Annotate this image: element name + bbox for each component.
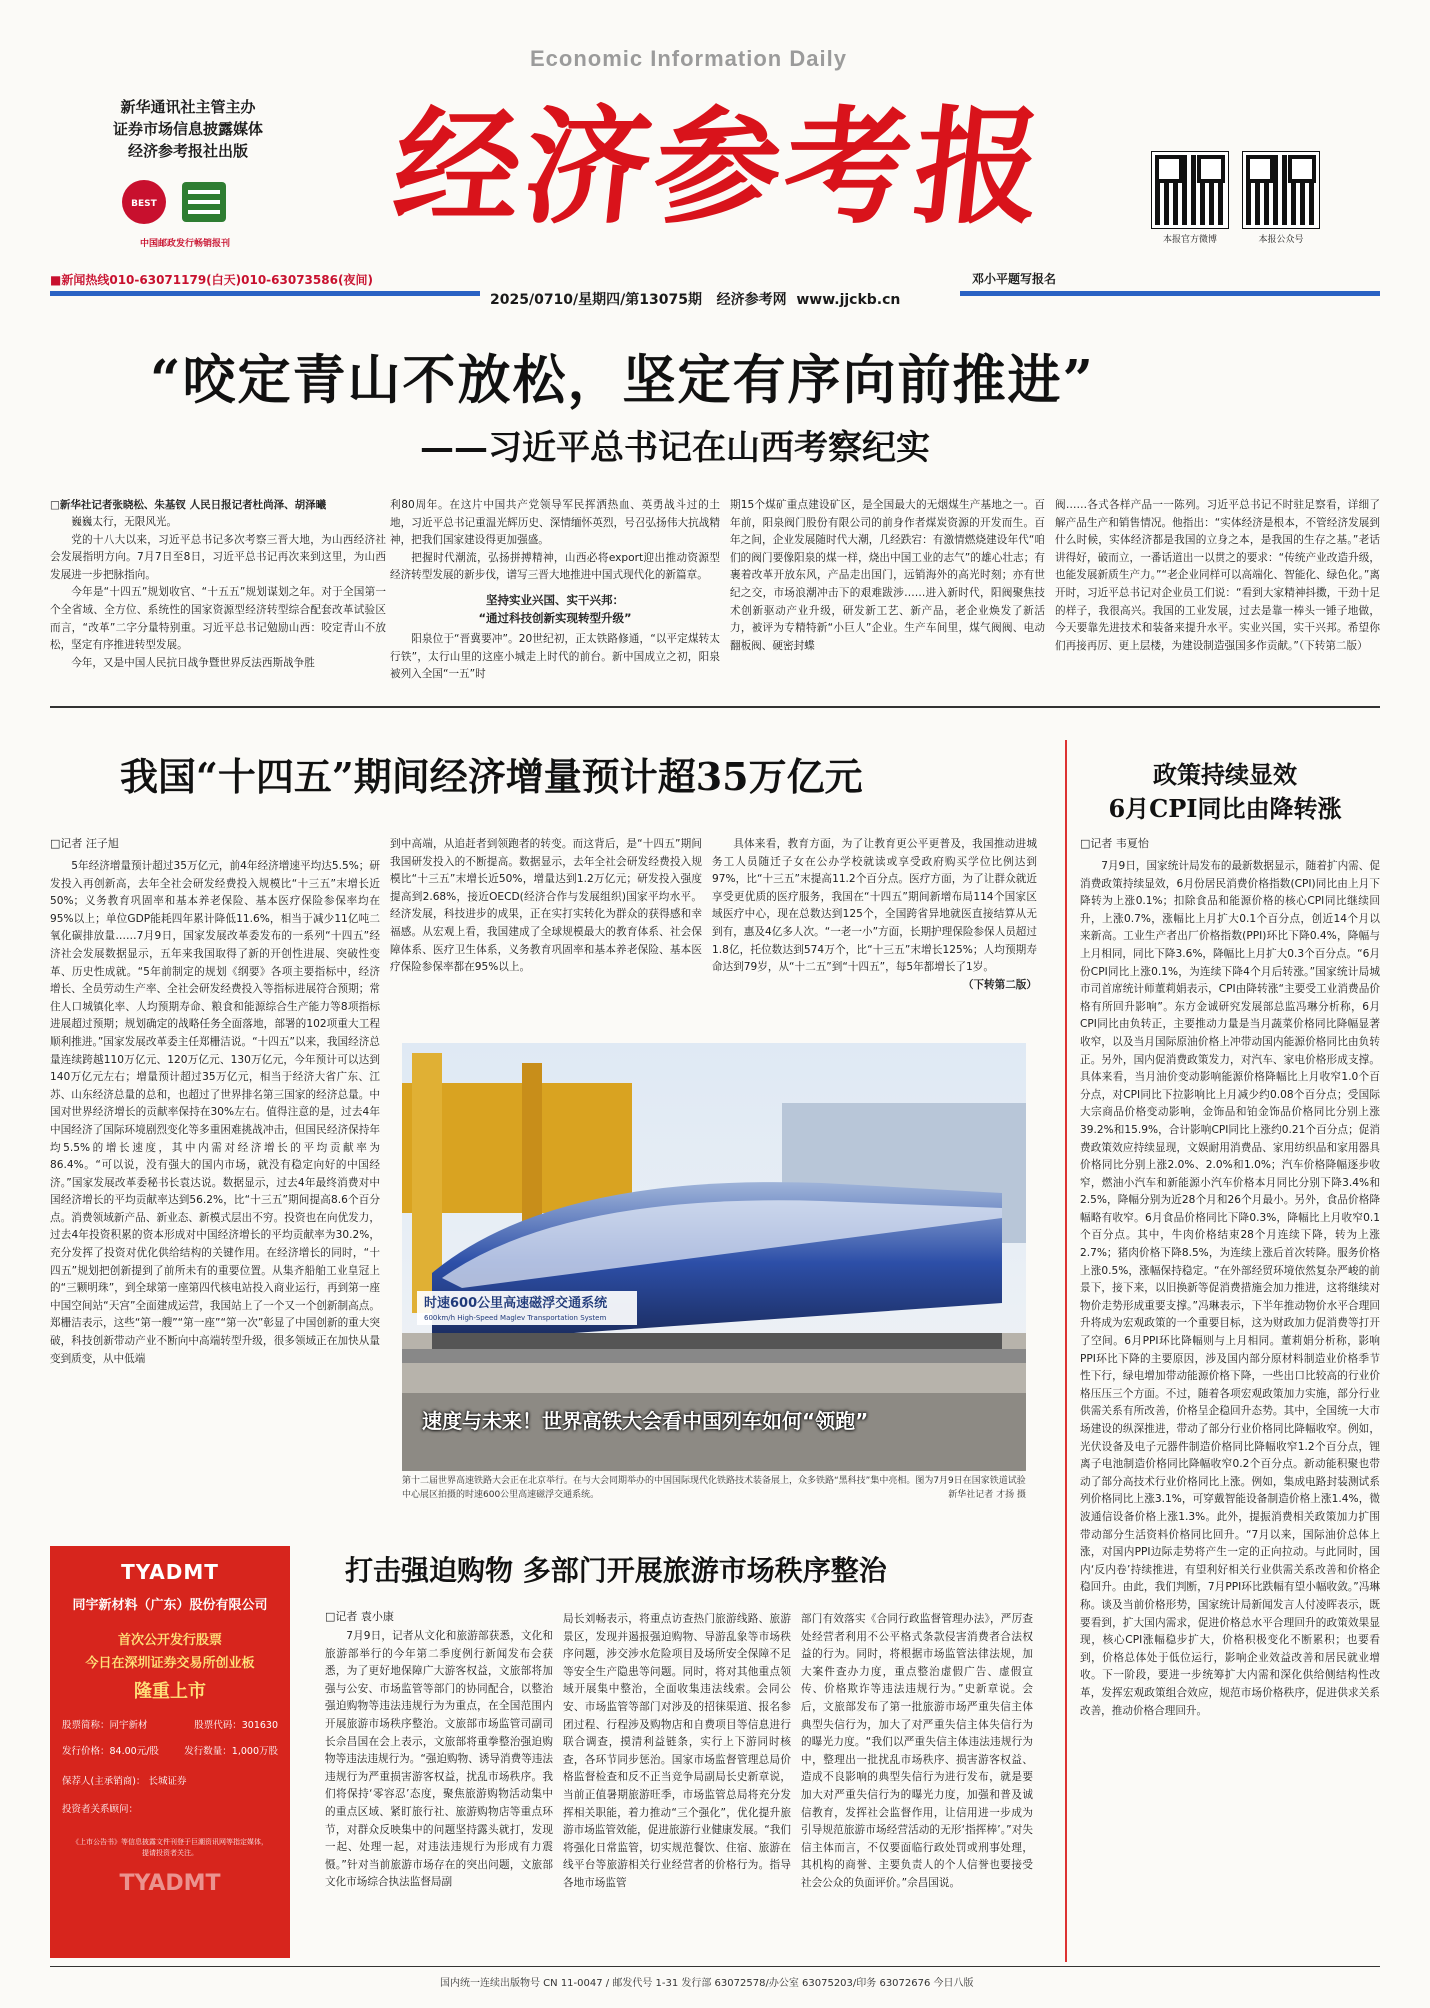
paragraph: 部门有效落实《合同行政监督管理办法》，严厉查处经营者利用不公平格式条款侵害消费者合法权益的行为。同时，将根据市场监管法律法规，加大案件查办力度，重点整治虚假广告、虚假宣传、价格欺诈等违法违规行为。”史新章说。会后，文旅部发布了第一批旅游市场严重失信主体典型失信行为，加大了对严重失信主体失信行为的曝光力度。“我们以严重失信主体违法违规行为中，整理出一批扰乱市场秩序、损害游客权益、造成不良影响的典型失信行为进行发布，就是要加大对严重失信行为的曝光力度，加强和普及诚信教育，发挥社会监督作用，让信用进一步成为引导规范旅游市场经营活动的无形‘指挥棒’。”对失信主体而言，不仅要面临行政处罚或刑事处理，其机构的商誉、主要负责人的个人信誉也要接受社会公众的负面评价。”佘昌国说。: [801, 1613, 1033, 1889]
paragraph: 7月9日，国家统计局发布的最新数据显示，随着扩内需、促消费政策持续显效，6月份居民消费价格指数(CPI)同比由上月下降转为上涨0.1%；扣除食品和能源价格的核心CPI同比继续回升，上涨0.7%，涨幅比上月扩大0.1个百分点，创近14个月以来新高。工业生产者出厂价格指数(PPI)环比下降0.4%，降幅与上月相同，同比下降3.6%，降幅比上月扩大0.3个百分点。“6月份CPI同比上涨0.1%，为连续下降4个月后转涨。”国家统计局城市司首席统计师董莉娟表示，CPI由降转涨“主要受工业消费品价格有所回升影响”。东方金诚研究发展部总监冯琳分析称，6月CPI同比由负转正，主要推动力量是当月蔬菜价格同比降幅显著收窄，以及当月国际原油价格上冲带动国内能源价格同比由负转正。另外，国内促消费政策发力，对汽车、家电价格形成支撑。具体来看，当月油价变动影响能源价格降幅比上月收窄1.0个百分点，对CPI同比下拉影响比上月减少约0.08个百分点；受国际大宗商品价格变动影响，金饰品和铂金饰品价格同比分别上涨39.2%和15.9%，合计影响CPI同比上涨约0.21个百分点；促消费政策效应持续显现，文娱耐用消费品、家用纺织品和家用器具价格同比分别上涨2.0%、2.0%和1.0%；汽车价格降幅逐步收窄，燃油小汽车和新能源小汽车价格本月同比分别下降3.4%和2.5%，降幅分别为近28个月和26个月最小。另外，食品价格降幅略有收窄。6月食品价格同比下降0.3%，降幅比上月收窄0.1个百分点。其中，牛肉价格结束28个月连续下降，转为上涨2.7%；猪肉价格下降8.5%，为连续上涨后首次转降。服务价格上涨0.5%，涨幅保持稳定。“在外部经贸环境依然复杂严峻的前景下，接下来，以旧换新等促消费措施会加力推进，这将继续对物价走势形成重要支撑。”冯琳表示，下半年推动物价水平合理回升将成为宏观政策的一个重要目标，这为财政加力促消费等打开了空间。6月PPI环比降幅则与上月相同。董莉娟分析称，影响PPI环比下降的主要原因，涉及国内部分原材料制造业价格季节性下行，绿电增加带动能源价格下降，一些出口比较高的行业价格压压三个方面。不过，随着各项宏观政策加力实施，部分行业供需关系有所改善，价格呈企稳回升态势。其中，全国统一大市场建设的纵深推进，带动了部分行业价格同比降幅收窄。例如，光伏设备及电子元器件制造价格同比降幅收窄1.2个百分点，锂离子电池制造价格同比降幅收窄0.2个百分点。新动能积聚也带动了部分高技术行业价格同比上涨。例如，集成电路封装测试系列价格同比上涨3.1%，可穿戴智能设备制造价格上涨1.4%，微波通信设备价格上涨1.3%。此外，提振消费相关政策加力扩围带动部分生活资料价格同比回升。“7月以来，国际油价总体上涨，对国内PPI边际走势将产生一定的正向拉动。与此同时，国内‘反内卷’持续推进，有望利好相关行业供需关系改善和价格企稳回升。由此，我们判断，7月PPI环比跌幅有望小幅收敛。”冯琳称。谈及当前价格形势，国家统计局新闻发言人付凌晖表示，既要看到，扩大国内需求，促进价格总水平合理回升的政策效果显现，核心CPI涨幅稳步扩大，价格积极变化不断累积；也要看到，价格总体处于低位运行，影响企业效益改善和居民就业增收。下一阶段，要进一步统筹扩大内需和深化供给侧结构性改革，发挥宏观政策组合效应，规范市场价格秩序，促进供求关系改善，推动价格合理回升。: [1080, 860, 1380, 1717]
ad-info-cell: 发行数量：1,000万股: [184, 1746, 278, 1757]
photo-overlay-headline: 速度与未来！世界高铁大会看中国列车如何“领跑”: [422, 1409, 869, 1433]
story4-column-3: [801, 1611, 1033, 1958]
ipo-advertisement: [50, 1546, 290, 1958]
story2-byline: □记者 汪子旭: [50, 837, 119, 850]
ad-info-cell: 股票代码：301630: [194, 1720, 278, 1731]
continue-note: （下转第二版）: [962, 978, 1037, 991]
paragraph: 5年经济增量预计超过35万亿元，前4年经济增速平均达5.5%；研发投入再创新高，去年全社会研发经费投入规模比“十三五”末增长近50%；义务教育巩固率和基本养老保险、基本医疗保险参保率均在95%以上；单位GDP能耗四年累计降低11.6%，相当于减少11亿吨二氧化碳排放量……7月9日，国家发展改革委发布的一系列“十四五”经济社会发展数据显示，五年来我国取得了新的开创性进展、突破性变革、历史性成就。“5年前制定的规划《纲要》各项主要指标中，经济增长、全员劳动生产率、全社会研发经费投入等指标进展符合预期；常住人口城镇化率、人均预期寿命、粮食和能源综合生产能力等8项指标进展超过预期；规划确定的战略任务全面落地，部署的102项重大工程顺利推进。”国家发展改革委主任郑栅洁说。“十四五”以来，我国经济总量连续跨越110万亿元、120万亿元、130万亿元，今年预计可以达到140万亿元左右；增量预计超过35万亿元，相当于经济大省广东、江苏、山东经济总量的总和，也超过了世界排名第三国家的经济总量。中国对世界经济增长的贡献率保持在30%左右。值得注意的是，过去4年中国经济了国际环境剧烈变化等多重困难挑战冲击，但国民经济保持年均5.5%的增长速度，其中内需对经济增长的平均贡献率为86.4%。“可以说，没有强大的国内市场，就没有稳定向好的中国经济。”国家发展改革委秘书长袁达说。数据显示，过去4年最终消费对中国经济增长的平均贡献率达到56.2%，比“十三五”期间提高8.6个百分点。消费领域新产品、新业态、新模式层出不穷。投资也在向优发力，过去4年投资积累的资本形成对中国经济增长的平均贡献率为30.2%，充分发挥了投资对优化供给结构的关键作用。在经济增长的同时，“十四五”规划把创新提到了前所未有的重要位置。从集齐船舶工业皇冠上的“三颗明珠”，到全球第一座第四代核电站投入商业运行，再到第一座中国空间站“天宫”全面建成运营，我国站上了一个又一个创新制高点。郑栅洁表示，这些“第一艘”“第一座”“第一次”彰显了中国创新的重大突破，科技创新带动产业不断向中高端转型升级，很多领域正在加快从量变到质变，从中低端: [50, 860, 380, 1365]
wechat-qr-code: [1243, 152, 1319, 245]
paragraph: 今年，又是中国人民抗日战争暨世界反法西斯战争胜: [71, 656, 315, 669]
masthead-rule-right: [960, 291, 1380, 296]
paragraph: 局长刘畅表示，将重点访查热门旅游线路、旅游景区，发现并遏报强迫购物、导游乱象等市场秩序问题，涉交涉水危险项目及场所安全保障不足等安全生产隐患等问题。同时，将对其他重点领域开展集中整治，全面收集违法线索。会同公安、市场监管等部门对涉及的招徕渠道、报名参团过程、行程涉及购物店和自费项目等信息进行联合调查，摸清利益链条，实行上下游同时核查，各环节同步惩治。国家市场监督管理总局价格监督检查和反不正当竞争局副局长史新章说，当前正值暑期旅游旺季，市场监管总局将充分发挥相关职能，着力推动“三个强化”，优化提升旅游市场监管效能，促进旅游行业健康发展。“我们将强化日常监管，切实规范餐饮、住宿、旅游在线平台等旅游相关行业经营者的价格行为。指导各地市场监管: [563, 1613, 791, 1889]
lead-column-4: [1055, 497, 1380, 694]
ad-company: 同宇新材料（广东）股份有限公司: [72, 1598, 268, 1613]
calligraphy-title: 经济参考报: [387, 93, 1053, 241]
ad-footer-brand: TYADMT: [119, 1871, 221, 1896]
ad-info-cell: 发行价格：84.00元/股: [62, 1746, 159, 1757]
ad-info-cell: 股票简称：同宇新材: [62, 1720, 148, 1731]
lead-column-1: [50, 514, 386, 694]
section-rule: [50, 706, 1380, 708]
story4-headline: 打击强迫购物 多部门开展旅游市场秩序整治: [345, 1554, 887, 1587]
ad-info-row: [50, 1717, 290, 1731]
lead-column-2: [390, 497, 720, 694]
story3-headline-line: 6月CPI同比由降转涨: [1108, 794, 1342, 823]
paragraph: 期15个煤矿重点建设矿区，是全国最大的无烟煤生产基地之一。百年前，阳泉阀门股份有限公司的前身作者煤炭资源的开发而生。百年之间，企业发展随时代大潮，几经跌宕：有激情燃烧建设年代“咱们的阀门要像阳泉的煤一样，烧出中国工业的志气”的雄心壮志；有裹着改革开放东风，产品走出国门，远销海外的高光时刻；亦有世纪之交，市场浪潮冲击下的艰难跋涉……进入新时代，阳阀聚焦技术创新驱动产业升级，研发新工艺、新产品，老企业焕发了新活力，被评为专精特新“小巨人”企业。生产车间里，煤气阀阀、电动翻板阀、硬密封蝶: [730, 499, 1045, 652]
badge-text: 中国邮政发行畅销报刊: [139, 239, 230, 249]
masthead-rule-left: [50, 291, 480, 296]
paragraph: 党的十八大以来，习近平总书记多次考察三晋大地，为山西经济社会发展指明方向。7月7日至8日，习近平总书记再次来到这里，为山西发展进一步把脉指向。: [50, 533, 386, 581]
ad-info-row: [50, 1743, 290, 1757]
english-name: Economic Information Daily: [530, 46, 847, 71]
publisher-line: 经济参考报社出版: [127, 142, 248, 160]
story3-headline: [1075, 758, 1375, 826]
paragraph: 今年是“十四五”规划收官、“十五五”规划谋划之年。对于全国第一个全省域、全方位、系统性的国家资源型经济转型综合配套改革试验区而言，“改革”二字分量特别重。习近平总书记勉励山西：咬定青山不放松，坚定有序推进转型发展。: [50, 586, 386, 652]
photo-caption: [402, 1474, 1026, 1502]
date-line: 2025/0710/星期四/第13075期 经济参考网 www.jjckb.cn: [490, 292, 901, 308]
footer-rule: [50, 1966, 1380, 1967]
paragraph: 阳泉位于“晋冀要冲”。20世纪初，正太铁路修通，“以平定煤转太行铁”，太行山里的这座小城走上时代的前台。新中国成立之初，阳泉被列入全国“一五”时: [390, 632, 720, 681]
ad-investor-relations: 投资者关系顾问：: [62, 1804, 139, 1815]
svg-text:BEST: BEST: [131, 199, 157, 209]
calligraphy-credit: 邓小平题写报名: [972, 272, 1057, 286]
photo-sign-text: 时速600公里高速磁浮交通系统: [424, 1296, 608, 1311]
lead-byline: □新华社记者张晓松、朱基钗 人民日报记者杜尚泽、胡泽曦: [50, 499, 327, 511]
lead-headline: “咬定青山不放松，坚定有序向前推进”: [150, 349, 1095, 411]
story2-column-2: [390, 836, 702, 1036]
best-selling-badge: [110, 170, 260, 250]
weibo-qr-code: [1152, 152, 1228, 245]
caption-text: 第十二届世界高速铁路大会正在北京举行。在与大会同期举办的中国国际现代化铁路技术装备展上，众多铁路“黑科技”集中亮相。图为7月9日在国家铁道试验中心展区拍摄的时速600公里高速磁浮交通系统。: [402, 1476, 1026, 1500]
ad-line: 首次公开发行股票: [117, 1633, 222, 1648]
story3-headline-line: 政策持续显效: [1153, 760, 1297, 789]
paragraph: 到中高端，从追赶者到领跑者的转变。而这背后，是“十四五”期间我国研发投入的不断提高。数据显示，去年全社会研发经费投入规模比“十三五”末增长近50%，增量达到1.2万亿元；研发投入强度提高到2.68%，接近OECD(经济合作与发展组织)国家平均水平。经济发展，科技进步的成果，正在实打实转化为群众的获得感和幸福感。从宏观上看，我国建成了全球规模最大的教育体系、社会保障体系、医疗卫生体系，义务教育巩固率和基本养老保险、基本医疗保险参保率都在95%以上。: [390, 838, 702, 974]
photo-credit: 新华社记者 才扬 摄: [948, 1490, 1026, 1500]
publisher-line: 新华通讯社主管主办: [120, 98, 256, 116]
footer-text: 国内统一连续出版物号 CN 11-0047 / 邮发代号 1-31 发行部 63072578/办公室 63075203/印务 63072676 今日八版: [440, 1978, 974, 1989]
paragraph: 把握时代潮流，弘扬拼搏精神，山西必将export迎出推动资源型经济转型发展的新步伐，谱写三晋大地推进中国式现代化的新篇章。: [390, 551, 720, 582]
story3-byline: □记者 韦夏怡: [1080, 837, 1149, 850]
story3-body: [1080, 858, 1380, 1956]
story4-byline: □记者 袁小康: [325, 1610, 394, 1623]
qr-label: 本报公众号: [1258, 235, 1304, 245]
badge-logo-icon: [110, 170, 260, 232]
ad-sponsor: [50, 1773, 290, 1787]
story4-column-2: [563, 1611, 791, 1958]
ad-sponsor-label: 保荐人(主承销商)：: [62, 1776, 146, 1787]
publisher-info: [88, 96, 288, 162]
ad-line: 今日在深圳证券交易所创业板: [85, 1656, 255, 1671]
ad-footnote: 《上市公告书》等信息披露文件刊登于巨潮资讯网等指定媒体，提请投资者关注。: [72, 1838, 268, 1857]
story2-headline: 我国“十四五”期间经济增量预计超35万亿元: [120, 754, 863, 799]
paragraph: 具体来看，教育方面，为了让教育更公平更普及，我国推动进城务工人员随迁子女在公办学校就读或享受政府购买学位比例达到97%，比“十三五”末提高11.2个百分点。医疗方面，为了让群众就近享受更优质的医疗服务，我国在“十四五”期间新增布局114个国家区域医疗中心，现在总数达到125个，全国跨省异地就医直接结算从无到有，惠及4亿多人次。“一老一小”方面，长期护理保险参保人员超过1.8亿，托位数达到574万个，比“十三五”末增长125%；人均预期寿命达到79岁，从“十二五”到“十四五”，每5年都增长了1岁。: [712, 838, 1037, 974]
inner-heading: [390, 591, 720, 627]
inner-heading-line: 坚持实业兴国、实干兴邦：: [486, 592, 624, 607]
ad-brand-logo: TYADMT: [121, 1560, 219, 1584]
hotline: ■新闻热线010-63071179(白天)010-63073586(夜间): [50, 273, 373, 287]
column-divider: [1065, 740, 1067, 1962]
masthead: [0, 0, 1430, 308]
photo-sign-subtext: 600km/h High-Speed Maglev Transportation System: [424, 1314, 607, 1322]
publisher-line: 证券市场信息披露媒体: [112, 120, 263, 138]
paragraph: 巍巍太行，无限风光。: [71, 516, 178, 528]
paragraph: 阀……各式各样产品一一陈列。习近平总书记不时驻足察看，详细了解产品生产和销售情况。他指出：“实体经济是根本，不管经济发展到什么时候，实体经济都是我国的立身之本，是我国的生存之基。”老话讲得好，破而立，一番话道出一以贯之的要求：“传统产业改造升级，也能发展新质生产力。”“老企业同样可以高端化、智能化、绿色化。”离开时，习近平总书记对企业员工们说：“看到大家精神抖擞，干劲十足的样子，我很高兴。我国的工业发展，过去是靠一棒头一锤子地做，今天要靠先进技术和装备来提升水平。实业兴国，实干兴邦。希望你们再接再厉、更上层楼，为建设制造强国多作贡献。”（下转第二版）: [1055, 499, 1380, 652]
lead-subheadline: ——习近平总书记在山西考察纪实: [420, 428, 930, 468]
ad-sponsor-name: 长城证券: [148, 1776, 187, 1787]
paragraph: 利80周年。在这片中国共产党领导军民挥洒热血、英勇战斗过的土地，习近平总书记重温光辉历史、深情缅怀英烈，号召弘扬伟大抗战精神，把我们国家建设得更加强盛。: [390, 499, 720, 547]
ad-line: 隆重上市: [134, 1681, 206, 1702]
news-photo: [402, 1043, 1026, 1471]
story4-column-1: [325, 1628, 553, 1958]
inner-heading-line: “通过科技创新实现转型升级”: [478, 610, 632, 625]
lead-column-3: [730, 497, 1045, 694]
qr-label: 本报官方微博: [1162, 235, 1217, 245]
story2-column-1: [50, 858, 380, 1538]
paragraph: 7月9日，记者从文化和旅游部获悉，文化和旅游部举行的今年第二季度例行新闻发布会获悉，为了更好地保障广大游客权益，文旅部将加强与公安、市场监管等部门的协同配合，以整治强迫购物等违法违规行为为重点，在全国范围内开展旅游市场秩序整治。文旅部市场监管司副司长佘昌国在会上表示，文旅部将重拳整治强迫购物等违法违规行为。“强迫购物、诱导消费等违法违规行为严重损害游客权益，扰乱市场秩序。我们将保持‘零容忍’态度，聚焦旅游购物活动集中的重点区域、紧盯旅行社、旅游购物店等重点环节，对群众反映集中的问题坚持露头就打，发现一起、处理一起，对违法违规行为形成有力震慑。”针对当前旅游市场存在的突出问题，文旅部文化市场综合执法监督局副: [325, 1630, 553, 1889]
story2-column-3: [712, 836, 1037, 1036]
